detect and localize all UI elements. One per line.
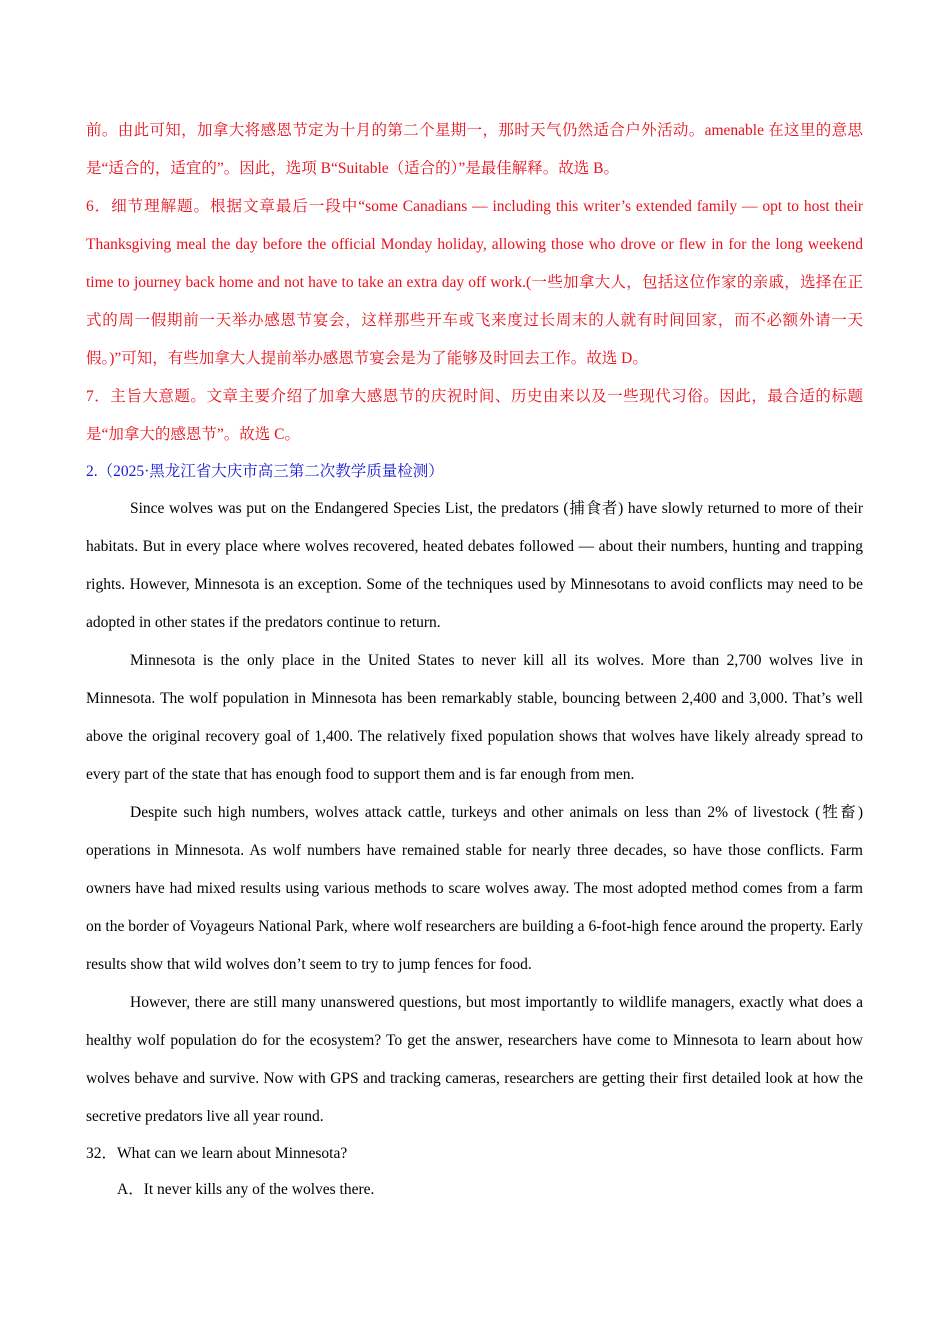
explanation-q7: 7．主旨大意题。文章主要介绍了加拿大感恩节的庆祝时间、历史由来以及一些现代习俗。因此，最合适的标题是“加拿大的感恩节”。故选 C。 (86, 388, 863, 443)
document-page (86, 112, 863, 1208)
passage-source: 2.（2025·黑龙江省大庆市高三第二次教学质量检测） (86, 463, 444, 480)
passage-paragraph-3: Despite such high numbers, wolves attack cattle, turkeys and other animals on less than 2% of livestock (牲畜) operations in Minnesota. As wolf numbers have remained stable for nearly three decades, so have those conflicts. Farm owners have had mixed results using various methods to scare wolves away. The most adopted method comes from a farm on the border of Voyageurs National Park, where wolf researchers are building a 6-foot-high fence around the property. Early results show that wild wolves don’t seem to try to jump fences for food. (86, 804, 863, 973)
question-option-a: A．It never kills any of the wolves there. (117, 1181, 375, 1198)
passage-paragraph-4: However, there are still many unanswered questions, but most importantly to wildlife managers, exactly what does a healthy wolf population do for the ecosystem? To get the answer, researchers have come to Minnesota to learn about how wolves behave and survive. Now with GPS and tracking cameras, researchers are getting their first detailed look at how the secretive predators live all year round. (86, 994, 863, 1125)
explanation-q5-tail: 前。由此可知，加拿大将感恩节定为十月的第二个星期一，那时天气仍然适合户外活动。amenable 在这里的意思是“适合的，适宜的”。因此，选项 B“Suitable（适合的）”是最佳解释。故选 B。 (86, 122, 863, 177)
passage-paragraph-2: Minnesota is the only place in the United States to never kill all its wolves. More than 2,700 wolves live in Minnesota. The wolf population in Minnesota has been remarkably stable, bouncing between 2,400 and 3,000. That’s well above the original recovery goal of 1,400. The relatively fixed population shows that wolves have likely already spread to every part of the state that has enough food to support them and is far enough from men. (86, 652, 863, 783)
explanation-q6: 6．细节理解题。根据文章最后一段中“some Canadians — including this writer’s extended family — opt to host their Thanksgiving meal the day before the official Monday holiday, allowing those who drove or flew in for the long weekend time to journey back home and not have to take an extra day off work.(一些加拿大人，包括这位作家的亲戚，选择在正式的周一假期前一天举办感恩节宴会，这样那些开车或飞来度过长周末的人就有时间回家，而不必额外请一天假。)”可知，有些加拿大人提前举办感恩节宴会是为了能够及时回去工作。故选 D。 (86, 198, 863, 367)
passage-paragraph-1: Since wolves was put on the Endangered Species List, the predators (捕食者) have slowly returned to more of their habitats. But in every place where wolves recovered, heated debates followed — about their numbers, hunting and trapping rights. However, Minnesota is an exception. Some of the techniques used by Minnesotans to avoid conflicts may need to be adopted in other states if the predators continue to return. (86, 500, 863, 631)
question-stem: 32．What can we learn about Minnesota? (86, 1145, 348, 1162)
